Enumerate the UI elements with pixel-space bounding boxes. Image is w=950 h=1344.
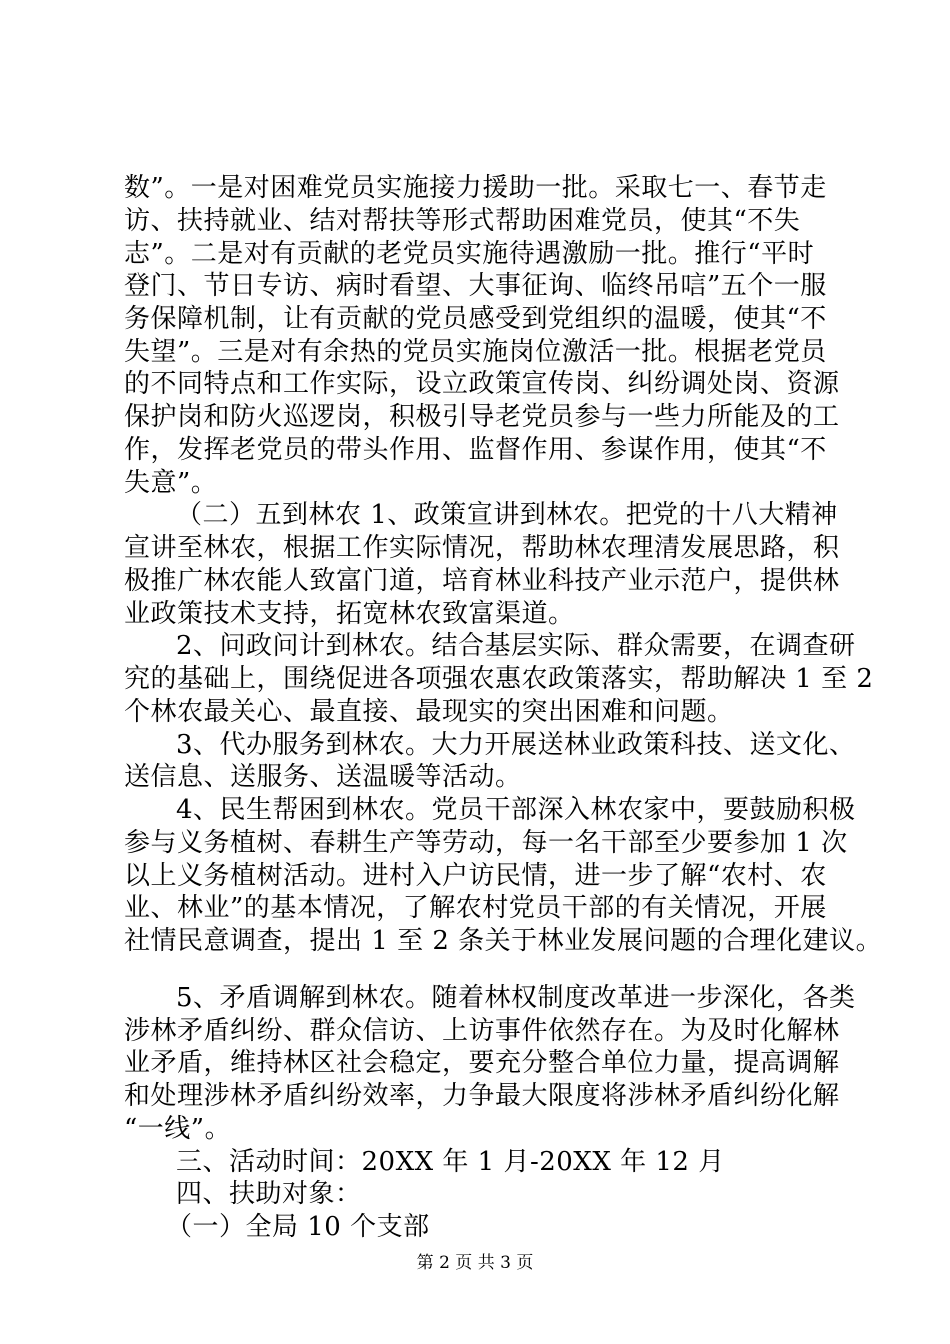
text-line: 访、扶持就业、结对帮扶等形式帮助困难党员，使其“不失 (124, 205, 801, 236)
text-line: 涉林矛盾纠纷、群众信访、上访事件依然存在。为及时化解林 (124, 1015, 840, 1046)
text-line: “一线”。 (124, 1113, 232, 1144)
text-line: 保护岗和防火巡逻岗，积极引导老党员参与一些力所能及的工 (124, 402, 840, 433)
text-line: 失意”。 (124, 467, 218, 498)
text-line: 参与义务植树、春耕生产等劳动，每一名干部至少要参加 1 次 (124, 827, 848, 858)
text-line: 志”。二是对有贡献的老党员实施待遇激励一批。推行“平时 (124, 238, 815, 269)
text-line: 5、矛盾调解到林农。随着林权制度改革进一步深化，各类 (176, 982, 856, 1013)
text-line: 4、民生帮困到林农。党员干部深入林农家中，要鼓励积极 (176, 795, 856, 825)
text-line: 四、扶助对象： (176, 1179, 362, 1210)
text-line: 宣讲至林农，根据工作实际情况，帮助林农理清发展思路，积 (124, 533, 840, 564)
text-line: 业矛盾，维持林区社会稳定，要充分整合单位力量，提高调解 (124, 1048, 840, 1079)
text-line: 和处理涉林矛盾纠纷效率，力争最大限度将涉林矛盾纠纷化解 (124, 1081, 840, 1111)
text-line: 三、活动时间：20XX 年 1 月-20XX 年 12 月 (176, 1146, 725, 1177)
text-line: 送信息、送服务、送温暖等活动。 (124, 762, 522, 793)
text-line: 业、林业”的基本情况，了解农村党员干部的有关情况，开展 (124, 893, 827, 924)
text-line: 2、问政问计到林农。结合基层实际、群众需要，在调查研 (176, 631, 856, 662)
text-line: 究的基础上，围绕促进各项强农惠农政策落实，帮助解决 1 至 2 (124, 664, 874, 695)
text-line: 作，发挥老党员的带头作用、监督作用、参谋作用，使其“不 (124, 434, 827, 465)
text-line: 3、代办服务到林农。大力开展送林业政策科技、送文化、 (176, 729, 856, 760)
text-line: 业政策技术支持，拓宽林农致富渠道。 (124, 598, 575, 629)
text-line: （二）五到林农 1、政策宣讲到林农。把党的十八大精神 (176, 500, 838, 531)
text-line: 的不同特点和工作实际，设立政策宣传岗、纠纷调处岗、资源 (124, 369, 840, 400)
text-line: 登门、节日专访、病时看望、大事征询、临终吊唁”五个一服 (124, 271, 827, 302)
text-line: 以上义务植树活动。进村入户访民情，进一步了解“农村、农 (124, 860, 827, 891)
text-line: 务保障机制，让有贡献的党员感受到党组织的温暖，使其“不 (124, 304, 827, 334)
page-number-footer: 第 2 页 共 3 页 (416, 1253, 534, 1273)
text-line: 失望”。三是对有余热的党员实施岗位激活一批。根据老党员 (124, 336, 827, 367)
text-line: （一）全局 10 个支部 (166, 1212, 430, 1242)
text-line: 个林农最关心、最直接、最现实的突出困难和问题。 (124, 696, 734, 727)
text-line: 极推广林农能人致富门道，培育林业科技产业示范户，提供林 (124, 565, 840, 596)
text-line: 社情民意调查，提出 1 至 2 条关于林业发展问题的合理化建议。 (124, 926, 883, 956)
text-line: 数”。一是对困难党员实施接力援助一批。采取七一、春节走 (124, 173, 827, 203)
